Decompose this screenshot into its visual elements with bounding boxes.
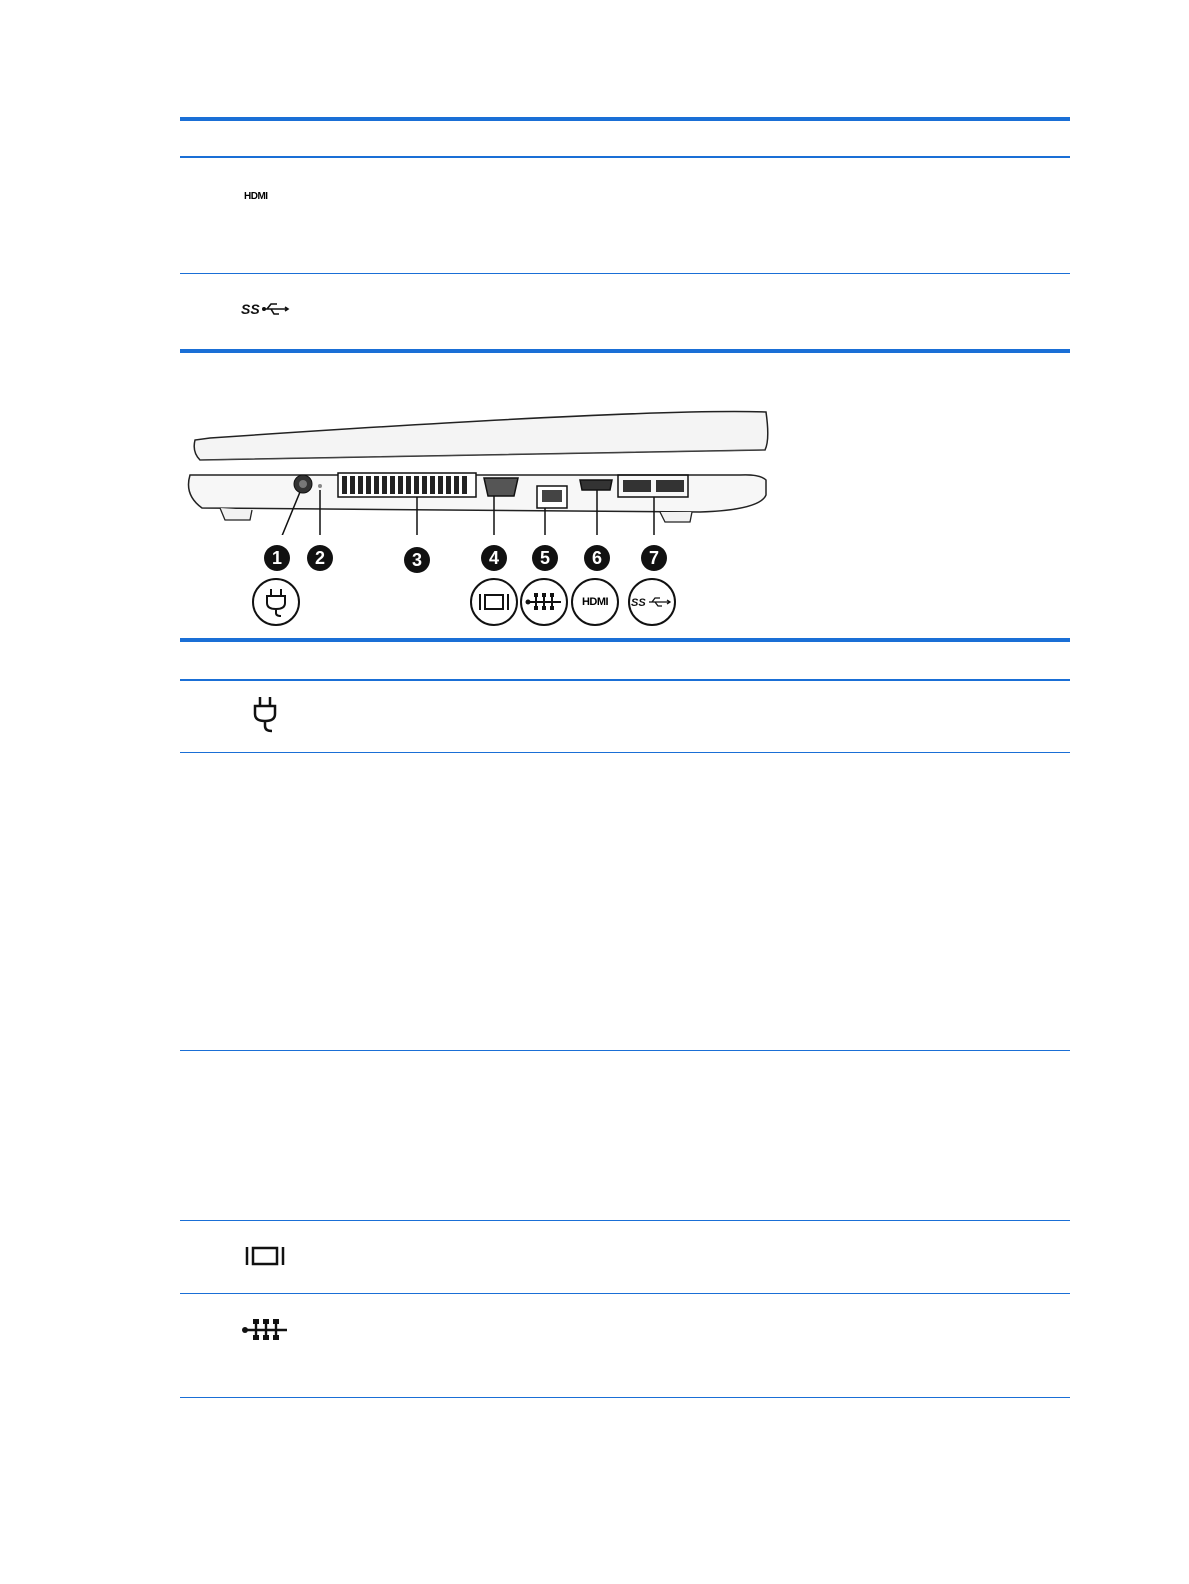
laptop-left-side-figure [180,400,780,630]
hdmi-icon: HDMI [244,191,268,202]
laptop-illustration [180,400,780,535]
table1-top-rule [180,117,1070,121]
callout-5: 5 [532,545,558,571]
network-rj45-icon [241,1318,289,1347]
callout-6: 6 [584,545,610,571]
table2-header-rule [180,679,1070,681]
vga-monitor-icon [470,578,518,626]
table2-row-divider-4 [180,1293,1070,1294]
table2-row-divider-3 [180,1220,1070,1221]
table2-top-rule [180,638,1070,642]
vga-monitor-icon [245,1245,285,1272]
usb-3-superspeed-icon [241,299,291,324]
table2-row-divider-1 [180,752,1070,753]
table1-row-divider [180,273,1070,274]
usb-3-superspeed-icon [628,578,676,626]
svg-text:SS: SS [241,301,260,317]
callout-1: 1 [264,545,290,571]
callout-3: 3 [404,547,430,573]
network-rj45-icon [520,578,568,626]
power-connector-icon [252,578,300,626]
table1-header-rule [180,156,1070,158]
table1-bottom-rule [180,349,1070,353]
svg-text:SS: SS [631,597,646,609]
hdmi-icon: HDMI [571,578,619,626]
table2-row-divider-2 [180,1050,1070,1051]
callout-2: 2 [307,545,333,571]
callout-7: 7 [641,545,667,571]
table2-bottom-rule [180,1397,1070,1398]
callout-4: 4 [481,545,507,571]
power-connector-icon [251,695,279,740]
